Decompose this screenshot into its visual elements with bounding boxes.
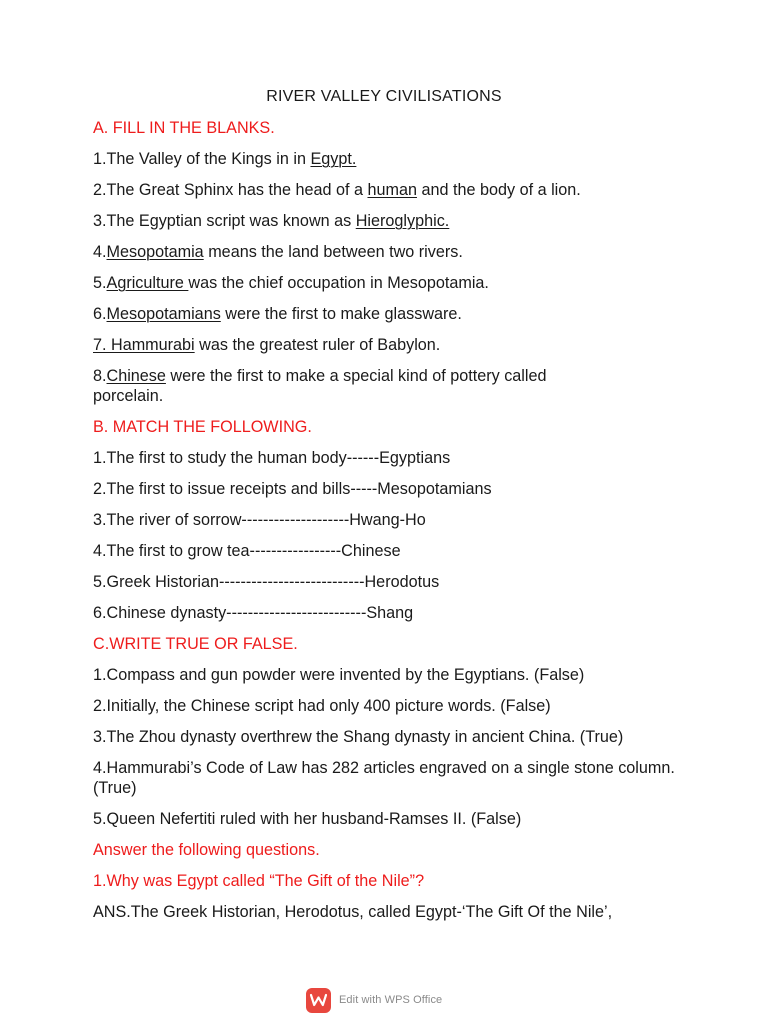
- wps-edit-banner[interactable]: [306, 987, 442, 1013]
- match-item: 6.Chinese dynasty--------------------------Shang: [93, 604, 414, 622]
- blank-answer: Chinese: [106, 367, 166, 385]
- document-title: RIVER VALLEY CIVILISATIONS: [266, 88, 502, 105]
- wps-office-icon: [306, 988, 331, 1013]
- match-item: 5.Greek Historian---------------------------Herodotus: [93, 573, 440, 591]
- true-false-item: 5.Queen Nefertiti ruled with her husband-Ramses II. (False): [93, 810, 522, 828]
- section-b-heading: B. MATCH THE FOLLOWING.: [93, 418, 312, 436]
- true-false-item: 2.Initially, the Chinese script had only 400 picture words. (False): [93, 697, 551, 715]
- true-false-item: 3.The Zhou dynasty overthrew the Shang dynasty in ancient China. (True): [93, 728, 624, 746]
- section-d-heading: Answer the following questions.: [93, 841, 320, 859]
- fill-blank-item: 7. Hammurabi was the greatest ruler of Babylon.: [93, 336, 441, 354]
- match-item: 4.The first to grow tea-----------------Chinese: [93, 542, 401, 560]
- blank-answer: Mesopotamia: [106, 243, 204, 261]
- section-a-heading: A. FILL IN THE BLANKS.: [93, 119, 275, 137]
- fill-blank-item: 5.Agriculture was the chief occupation in Mesopotamia.: [93, 274, 489, 292]
- blank-answer: Agriculture: [106, 274, 189, 292]
- fill-blank-item: 1.The Valley of the Kings in in Egypt.: [93, 150, 357, 168]
- blank-answer: 7. Hammurabi: [93, 336, 195, 354]
- blank-answer: human: [367, 181, 417, 199]
- question-text: 1.Why was Egypt called “The Gift of the Nile”?: [93, 872, 425, 890]
- fill-blank-item: 6.Mesopotamians were the first to make glassware.: [93, 305, 462, 323]
- section-c-heading: C.WRITE TRUE OR FALSE.: [93, 635, 298, 653]
- document-body: [93, 118, 693, 933]
- blank-answer: Mesopotamians: [106, 305, 221, 323]
- fill-blank-item: 8.Chinese were the first to make a special kind of pottery called porcelain.: [93, 367, 547, 405]
- true-false-item: 1.Compass and gun powder were invented by the Egyptians. (False): [93, 666, 585, 684]
- blank-answer: Hieroglyphic.: [355, 212, 450, 230]
- edit-with-wps-link[interactable]: Edit with WPS Office: [339, 994, 443, 1006]
- fill-blank-item: 4.Mesopotamia means the land between two rivers.: [93, 243, 463, 261]
- fill-blank-item: 2.The Great Sphinx has the head of a human and the body of a lion.: [93, 181, 581, 199]
- match-item: 3.The river of sorrow--------------------Hwang-Ho: [93, 511, 426, 529]
- blank-answer: Egypt.: [310, 150, 357, 168]
- fill-blank-item: 3.The Egyptian script was known as Hieroglyphic.: [93, 212, 450, 230]
- match-item: 2.The first to issue receipts and bills-----Mesopotamians: [93, 480, 492, 498]
- match-item: 1.The first to study the human body------Egyptians: [93, 449, 451, 467]
- true-false-item: 4.Hammurabi’s Code of Law has 282 articles engraved on a single stone column. (True): [93, 759, 675, 797]
- answer-text: ANS.The Greek Historian, Herodotus, called Egypt-‘The Gift Of the Nile’,: [93, 903, 613, 921]
